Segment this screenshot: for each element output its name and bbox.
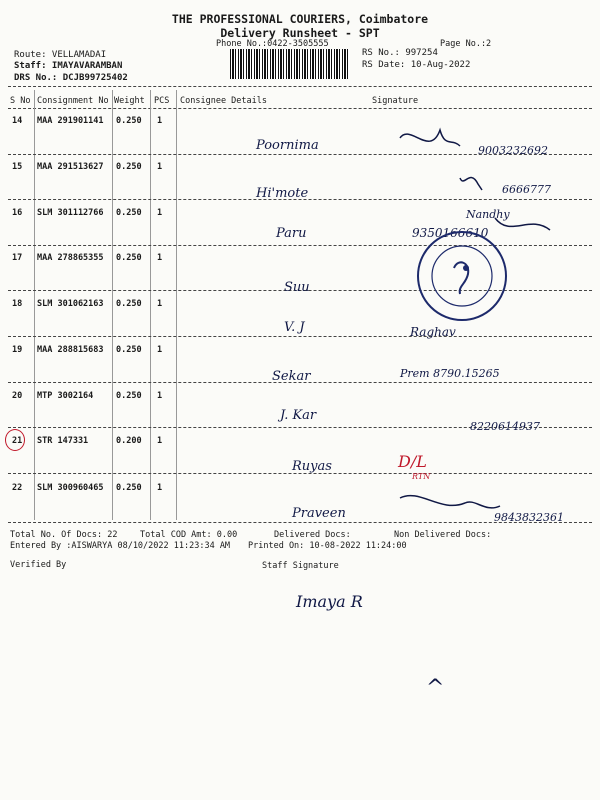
row-sno: 22 xyxy=(12,483,23,493)
row-weight: 0.250 xyxy=(116,208,142,218)
handwritten-consignee: Praveen xyxy=(292,506,346,521)
row-weight: 0.250 xyxy=(116,299,142,309)
row-weight: 0.250 xyxy=(116,253,142,263)
handwritten-phone: 9003232692 xyxy=(478,144,548,157)
barcode xyxy=(230,49,350,79)
handwritten-phone: 9843832361 xyxy=(494,511,564,524)
row-pcs: 1 xyxy=(157,253,163,263)
col-weight: Weight xyxy=(114,96,145,106)
col-sno: S No xyxy=(10,96,31,106)
handwritten-phone: 6666777 xyxy=(502,183,551,196)
row-consignment: MAA 288815683 xyxy=(37,345,104,355)
total-cod: Total COD Amt: 0.00 xyxy=(140,530,238,540)
row-sno: 15 xyxy=(12,162,23,172)
row-sno: 17 xyxy=(12,253,23,263)
col-signature: Signature xyxy=(372,96,419,106)
row-pcs: 1 xyxy=(157,208,163,218)
handwritten-phone: 8220614937 xyxy=(470,420,540,433)
row-consignment: MAA 278865355 xyxy=(37,253,104,263)
staff-signature-hw: Imaya R xyxy=(296,592,363,611)
row-weight: 0.250 xyxy=(116,391,142,401)
row-consignment: SLM 301112766 xyxy=(37,208,104,218)
route: Route: VELLAMADAI xyxy=(14,50,107,60)
phone-number: Phone No.:0422-3505555 xyxy=(216,39,329,49)
row-sno: 14 xyxy=(12,116,23,126)
handwritten-consignee: Suu xyxy=(284,280,310,295)
company-title: THE PROFESSIONAL COURIERS, Coimbatore xyxy=(171,12,429,26)
row-weight: 0.250 xyxy=(116,345,142,355)
row-pcs: 1 xyxy=(157,116,163,126)
row-sno: 19 xyxy=(12,345,23,355)
staff-signature-label: Staff Signature xyxy=(262,561,339,571)
row-consignment: SLM 301062163 xyxy=(37,299,104,309)
row-consignment: MAA 291901141 xyxy=(37,116,104,126)
row-sno: 21 xyxy=(12,436,23,446)
row-consignment: STR 147331 xyxy=(37,436,89,446)
row-sno: 18 xyxy=(12,299,23,309)
handwritten-signature: Raghav xyxy=(410,325,456,339)
row-sno: 20 xyxy=(12,391,23,401)
handwritten-delivery-mark: D/L xyxy=(398,452,427,471)
page-number: Page No.:2 xyxy=(440,39,492,49)
entered-by: Entered By :AISWARYA 08/10/2022 11:23:34 AM xyxy=(10,541,231,551)
handwritten-consignee: Ruyas xyxy=(292,459,332,474)
row-pcs: 1 xyxy=(157,436,163,446)
row-weight: 0.200 xyxy=(116,436,142,446)
rs-date: RS Date: 10-Aug-2022 xyxy=(362,60,471,70)
row-weight: 0.250 xyxy=(116,162,142,172)
verified-by: Verified By xyxy=(10,560,67,570)
handwritten-mark: ^ xyxy=(426,676,445,701)
row-consignment: SLM 300960465 xyxy=(37,483,104,493)
drs-number: DRS No.: DCJB99725402 xyxy=(14,73,128,83)
handwritten-consignee: Hi'mote xyxy=(256,186,309,201)
handwritten-consignee: J. Kar xyxy=(280,408,317,423)
row-pcs: 1 xyxy=(157,162,163,172)
row-consignment: MAA 291513627 xyxy=(37,162,104,172)
non-delivered-docs: Non Delivered Docs: xyxy=(394,530,492,540)
rs-number: RS No.: 997254 xyxy=(362,48,438,58)
row-pcs: 1 xyxy=(157,391,163,401)
row-pcs: 1 xyxy=(157,345,163,355)
red-circle-mark xyxy=(5,429,25,451)
row-pcs: 1 xyxy=(157,299,163,309)
handwritten-consignee: Poornima xyxy=(256,138,319,153)
row-pcs: 1 xyxy=(157,483,163,493)
divider xyxy=(8,86,592,87)
handwritten-consignee: Sekar xyxy=(272,369,311,384)
row-sno: 16 xyxy=(12,208,23,218)
col-pcs: PCS xyxy=(154,96,170,106)
handwritten-consignee: Paru xyxy=(276,226,307,241)
col-consignment: Consignment No xyxy=(37,96,109,106)
col-consignee: Consignee Details xyxy=(180,96,267,106)
row-consignment: MTP 3002164 xyxy=(37,391,94,401)
row-weight: 0.250 xyxy=(116,483,142,493)
runsheet-title: Delivery Runsheet - SPT xyxy=(220,26,380,40)
staff: Staff: IMAYAVARAMBAN xyxy=(14,61,123,71)
handwritten-rtn-mark: RTN xyxy=(412,472,431,481)
handwritten-signature: Nandhy xyxy=(466,208,510,221)
divider xyxy=(8,108,592,109)
delivered-docs: Delivered Docs: xyxy=(274,530,351,540)
printed-on: Printed On: 10-08-2022 11:24:00 xyxy=(248,541,407,551)
handwritten-phone: 9350166610 xyxy=(412,226,489,240)
row-weight: 0.250 xyxy=(116,116,142,126)
stamp-seal xyxy=(414,228,510,324)
handwritten-consignee: V. J xyxy=(284,320,305,335)
handwritten-signature: Prem 8790.15265 xyxy=(400,367,500,380)
total-docs: Total No. Of Docs: 22 xyxy=(10,530,118,540)
